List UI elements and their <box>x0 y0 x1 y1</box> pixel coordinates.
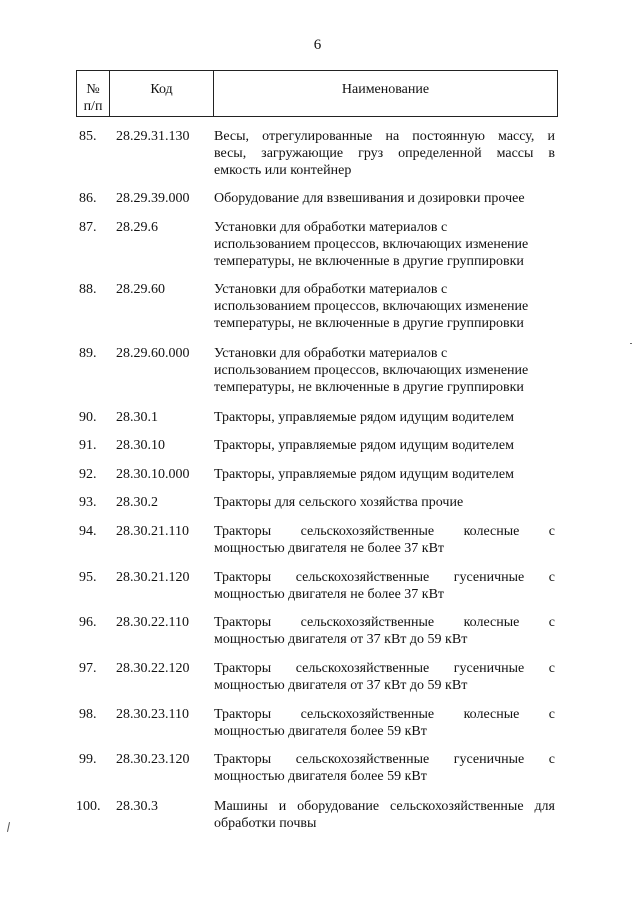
row-name-line: Тракторы сельскохозяйственные колесные с <box>214 615 555 630</box>
row-code: 28.30.22.120 <box>116 661 190 676</box>
row-name-line: температуры, не включенные в другие группировки <box>214 380 524 395</box>
row-name <box>214 706 555 740</box>
row-number: 88. <box>79 282 97 297</box>
row-name <box>214 523 555 557</box>
row-name-line: Тракторы для сельского хозяйства прочие <box>214 495 464 510</box>
row-name <box>214 190 555 207</box>
row-number: 100. <box>76 799 101 814</box>
row-name <box>214 798 555 832</box>
header-number-line1: № <box>86 82 100 97</box>
row-name-line: Весы, отрегулированные на постоянную массу, и <box>214 129 555 144</box>
row-number: 97. <box>79 661 97 676</box>
row-code: 28.30.1 <box>116 410 158 425</box>
row-name <box>214 466 555 483</box>
row-name-line: Тракторы сельскохозяйственные колесные с <box>214 524 555 539</box>
row-code: 28.30.3 <box>116 799 158 814</box>
row-name-line: мощностью двигателя от 37 кВт до 59 кВт <box>214 632 468 647</box>
row-name-line: мощностью двигателя более 59 кВт <box>214 769 427 784</box>
row-code: 28.30.10 <box>116 438 165 453</box>
row-code: 28.29.60.000 <box>116 346 190 361</box>
row-name <box>214 437 555 454</box>
row-number: 98. <box>79 707 97 722</box>
row-name-line: Тракторы сельскохозяйственные гусеничные с <box>214 570 555 585</box>
row-code: 28.30.23.120 <box>116 752 190 767</box>
row-name <box>214 660 555 694</box>
row-name-line: Тракторы сельскохозяйственные гусеничные с <box>214 661 555 676</box>
row-name-line: Установки для обработки материалов с <box>214 220 448 235</box>
row-name-line: температуры, не включенные в другие группировки <box>214 316 524 331</box>
row-number: 92. <box>79 467 97 482</box>
row-name-line: емкость или контейнер <box>214 163 352 178</box>
row-number: 99. <box>79 752 97 767</box>
row-code: 28.30.2 <box>116 495 158 510</box>
row-number: 95. <box>79 570 97 585</box>
row-name-line: Тракторы, управляемые рядом идущим водителем <box>214 438 514 453</box>
row-name <box>214 494 555 511</box>
row-name-line: весы, загружающие груз определенной массы в <box>214 146 555 161</box>
row-code: 28.29.6 <box>116 220 158 235</box>
row-code: 28.29.60 <box>116 282 165 297</box>
row-name <box>214 281 555 332</box>
header-number-line2: п/п <box>83 99 103 114</box>
row-code: 28.30.21.110 <box>116 524 189 539</box>
row-name-line: Оборудование для взвешивания и дозировки прочее <box>214 191 525 206</box>
row-name-line: Установки для обработки материалов с <box>214 346 448 361</box>
row-name-line: обработки почвы <box>214 816 317 831</box>
table-header <box>76 70 558 117</box>
row-name <box>214 614 555 648</box>
row-name <box>214 345 555 396</box>
row-name-line: мощностью двигателя не более 37 кВт <box>214 541 445 556</box>
row-code: 28.30.10.000 <box>116 467 190 482</box>
row-name-line: Тракторы, управляемые рядом идущим водителем <box>214 410 514 425</box>
row-name-line: Машины и оборудование сельскохозяйственные для <box>214 799 555 814</box>
scan-mark <box>7 822 10 832</box>
scan-speck <box>630 343 632 344</box>
row-name <box>214 409 555 426</box>
row-number: 89. <box>79 346 97 361</box>
row-code: 28.30.21.120 <box>116 570 190 585</box>
row-name-line: Тракторы сельскохозяйственные гусеничные с <box>214 752 555 767</box>
row-number: 86. <box>79 191 97 206</box>
row-name-line: Тракторы, управляемые рядом идущим водителем <box>214 467 514 482</box>
row-code: 28.29.39.000 <box>116 191 190 206</box>
row-number: 85. <box>79 129 97 144</box>
row-name-line: Установки для обработки материалов с <box>214 282 448 297</box>
row-name-line: температуры, не включенные в другие группировки <box>214 254 524 269</box>
row-number: 94. <box>79 524 97 539</box>
row-name-line: мощностью двигателя от 37 кВт до 59 кВт <box>214 678 468 693</box>
row-number: 96. <box>79 615 97 630</box>
row-name <box>214 128 555 179</box>
row-number: 93. <box>79 495 97 510</box>
row-name-line: мощностью двигателя более 59 кВт <box>214 724 427 739</box>
row-code: 28.30.22.110 <box>116 615 189 630</box>
header-name: Наименование <box>341 82 430 97</box>
page-number: 6 <box>313 37 322 53</box>
row-name-line: Тракторы сельскохозяйственные колесные с <box>214 707 555 722</box>
row-number: 91. <box>79 438 97 453</box>
row-name-line: использованием процессов, включающих изменение <box>214 363 529 378</box>
header-number-column <box>77 71 110 116</box>
row-number: 90. <box>79 410 97 425</box>
row-name <box>214 569 555 603</box>
row-code: 28.29.31.130 <box>116 129 190 144</box>
row-name-line: использованием процессов, включающих изменение <box>214 299 529 314</box>
row-number: 87. <box>79 220 97 235</box>
row-name <box>214 751 555 785</box>
row-name-line: мощностью двигателя не более 37 кВт <box>214 587 445 602</box>
row-name <box>214 219 555 270</box>
row-name-line: использованием процессов, включающих изменение <box>214 237 529 252</box>
header-code: Код <box>110 71 214 116</box>
row-code: 28.30.23.110 <box>116 707 189 722</box>
